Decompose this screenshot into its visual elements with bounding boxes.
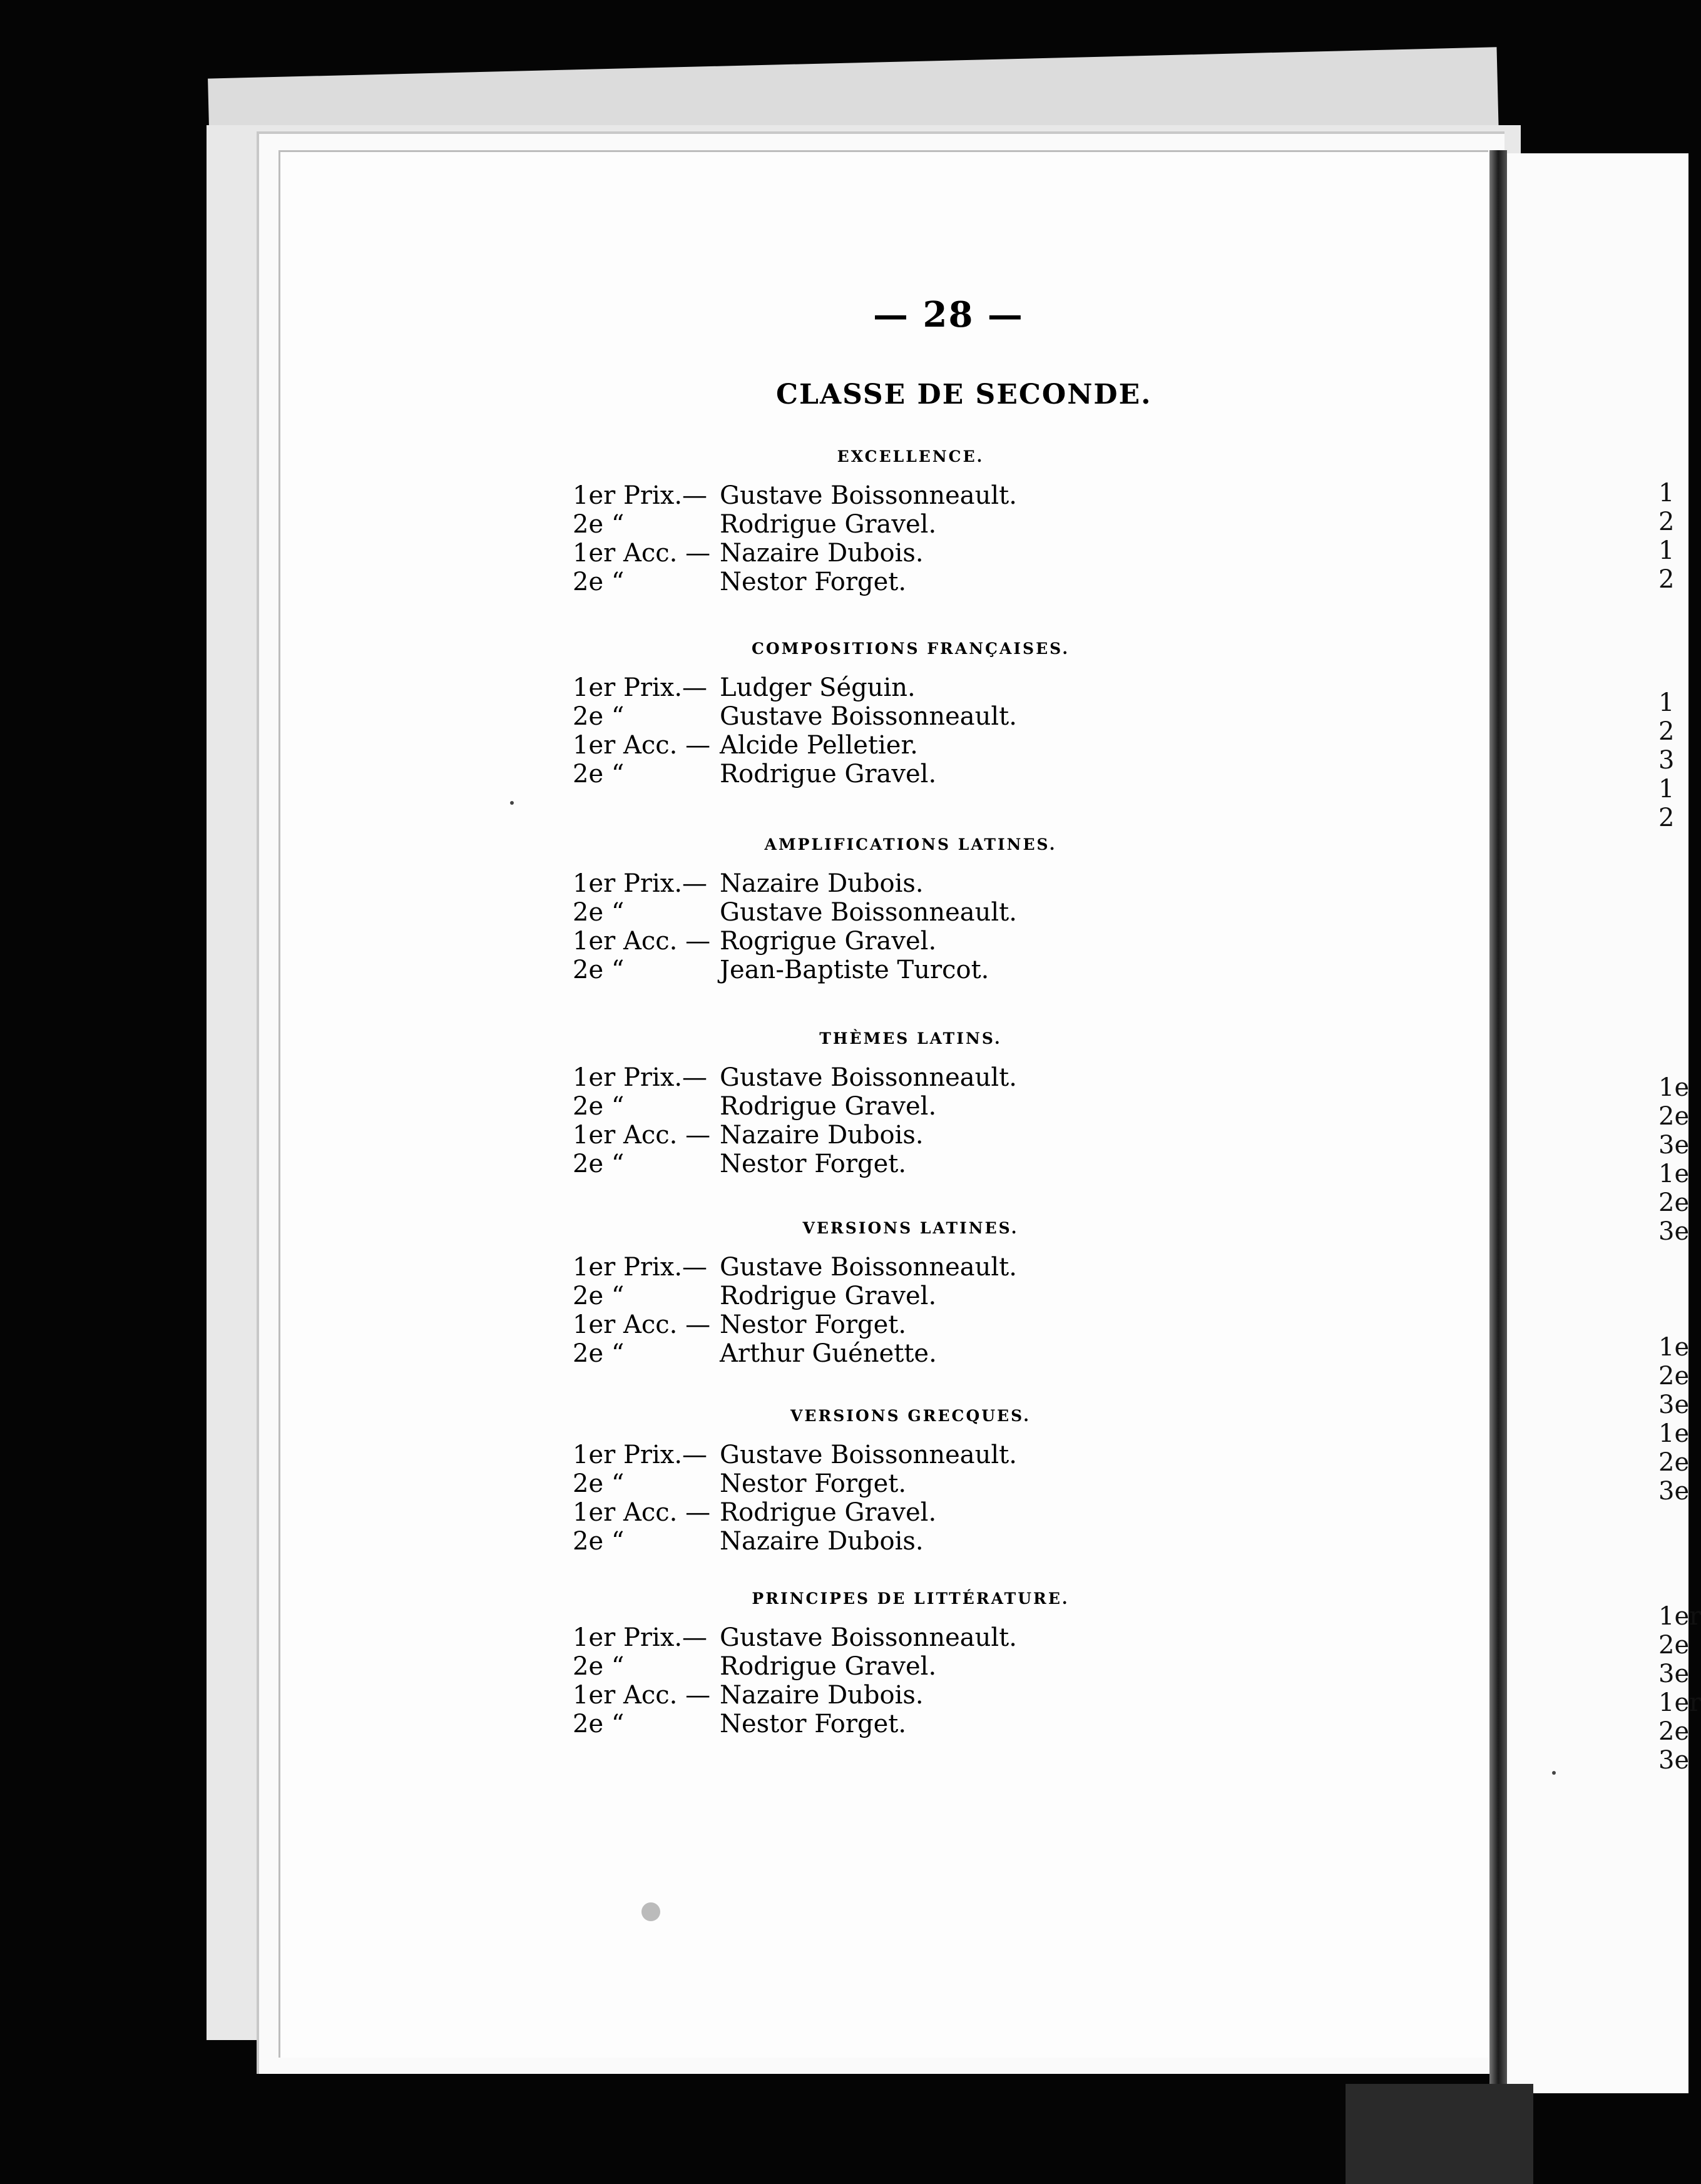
prize-entry <box>573 1623 1198 1652</box>
right-page-fragment: 3e <box>1658 1746 1690 1775</box>
prize-rank: 1er Acc. — <box>573 539 711 568</box>
right-page-fragment: 2e <box>1658 1362 1690 1391</box>
section-heading: AMPLIFICATIONS LATINES. <box>764 835 1057 854</box>
prize-entry <box>573 539 1198 568</box>
right-page-fragment: 1e <box>1658 1333 1690 1362</box>
prize-name: Nestor Forget. <box>720 1710 907 1738</box>
prize-name: Gustave Boissonneault. <box>720 1063 1017 1092</box>
section-themes-latins <box>573 1029 1198 1178</box>
prize-entry <box>573 1652 1198 1681</box>
scan-speck <box>510 801 514 805</box>
prize-rank: 2e “ <box>573 898 625 927</box>
prize-entry <box>573 1092 1198 1121</box>
prize-name: Nazaire Dubois. <box>720 1527 924 1556</box>
prize-entry <box>573 1498 1198 1527</box>
section-heading: EXCELLENCE. <box>837 447 984 466</box>
prize-entry <box>573 1121 1198 1150</box>
prize-entry <box>573 1063 1198 1092</box>
prize-rank: 1er Prix.— <box>573 1441 708 1469</box>
prize-rank: 2e “ <box>573 1092 625 1121</box>
right-page-fragment: 2e <box>1658 1102 1690 1131</box>
prize-entry <box>573 1441 1198 1469</box>
prize-entry <box>573 702 1198 731</box>
prize-name: Nestor Forget. <box>720 568 907 596</box>
right-page-fragment-group <box>1658 1073 1690 1246</box>
prize-entry <box>573 1469 1198 1498</box>
prize-name: Rodrigue Gravel. <box>720 1652 937 1681</box>
right-page-fragment-group <box>1658 688 1683 832</box>
prize-entry <box>573 760 1198 788</box>
prize-name: Gustave Boissonneault. <box>720 898 1017 927</box>
scan-speck <box>641 1902 660 1921</box>
right-page-fragment: 3e <box>1658 1131 1690 1160</box>
right-page-fragment: 2e <box>1658 1631 1690 1660</box>
prize-name: Nestor Forget. <box>720 1150 907 1178</box>
prize-rank: 1er Acc. — <box>573 1681 711 1710</box>
section-compositions-francaises <box>573 640 1198 788</box>
scan-speck <box>1552 1771 1556 1775</box>
right-page-fragment: 3e <box>1658 1217 1690 1246</box>
prize-name: Gustave Boissonneault. <box>720 702 1017 731</box>
prize-rank: 1er Acc. — <box>573 1310 711 1339</box>
right-page-fragment-group <box>1658 1333 1690 1506</box>
prize-name: Gustave Boissonneault. <box>720 1441 1017 1469</box>
right-page-fragment: 2e <box>1658 1448 1690 1477</box>
prize-entry <box>573 568 1198 596</box>
prize-entry <box>573 956 1198 984</box>
prize-rank: 1er Acc. — <box>573 1121 711 1150</box>
right-page-fragment: 1e <box>1658 1073 1690 1102</box>
prize-entry <box>573 481 1198 510</box>
prize-entry <box>573 1710 1198 1738</box>
prize-name: Nestor Forget. <box>720 1469 907 1498</box>
prize-rank: 1er Prix.— <box>573 1623 708 1652</box>
section-versions-latines <box>573 1219 1198 1368</box>
prize-rank: 1er Prix.— <box>573 1063 708 1092</box>
prize-name: Rodrigue Gravel. <box>720 1092 937 1121</box>
section-amplifications-latines <box>573 835 1198 984</box>
prize-entry <box>573 510 1198 539</box>
section-heading: VERSIONS GRECQUES. <box>790 1407 1031 1425</box>
prize-entry <box>573 1681 1198 1710</box>
right-page-fragment: 3e <box>1658 1391 1690 1419</box>
prize-entry <box>573 1527 1198 1556</box>
right-page-fragment: 1e <box>1658 1160 1690 1188</box>
prize-name: Rodrigue Gravel. <box>720 510 937 539</box>
prize-rank: 1er Acc. — <box>573 731 711 760</box>
prize-rank: 2e “ <box>573 1339 625 1368</box>
right-page-fragment: 1er <box>1658 1688 1701 1717</box>
prize-rank: 1er Prix.— <box>573 1253 708 1282</box>
prize-rank: 2e “ <box>573 1710 625 1738</box>
section-excellence <box>573 447 1198 596</box>
right-page-fragment: 3e <box>1658 1660 1690 1688</box>
prize-rank: 1er Prix.— <box>573 673 708 702</box>
prize-name: Nestor Forget. <box>720 1310 907 1339</box>
prize-name: Nazaire Dubois. <box>720 1121 924 1150</box>
prize-rank: 2e “ <box>573 956 625 984</box>
prize-rank: 1er Acc. — <box>573 927 711 956</box>
right-page-fragment: 1 <box>1658 775 1675 804</box>
prize-name: Rodrigue Gravel. <box>720 760 937 788</box>
section-principes-de-litterature <box>573 1590 1198 1738</box>
prize-entry <box>573 1310 1198 1339</box>
prize-rank: 2e “ <box>573 1652 625 1681</box>
prize-name: Rogrigue Gravel. <box>720 927 937 956</box>
prize-name: Rodrigue Gravel. <box>720 1498 937 1527</box>
right-page-fragment: 1 <box>1658 479 1675 508</box>
prize-entry <box>573 1282 1198 1310</box>
prize-rank: 2e “ <box>573 1150 625 1178</box>
right-page-fragment: 2 <box>1658 508 1675 536</box>
prize-name: Jean-Baptiste Turcot. <box>720 956 989 984</box>
prize-entry <box>573 673 1198 702</box>
bottom-shadow <box>1346 2084 1533 2184</box>
prize-name: Gustave Boissonneault. <box>720 481 1017 510</box>
page-number: — 28 — <box>873 294 1024 335</box>
prize-name: Alcide Pelletier. <box>720 731 918 760</box>
prize-name: Rodrigue Gravel. <box>720 1282 937 1310</box>
right-page-fragment: 3e <box>1658 1477 1690 1506</box>
right-page-fragment: 2 <box>1658 717 1675 746</box>
right-page-fragment: 1 <box>1658 688 1675 717</box>
prize-entry <box>573 898 1198 927</box>
right-page-fragment: 2e <box>1658 1188 1690 1217</box>
right-page-fragment-group <box>1658 479 1683 594</box>
book-spine <box>1489 150 1507 2109</box>
prize-rank: 1er Prix.— <box>573 869 708 898</box>
section-heading: COMPOSITIONS FRANÇAISES. <box>751 640 1070 658</box>
prize-rank: 2e “ <box>573 1282 625 1310</box>
prize-rank: 1er Acc. — <box>573 1498 711 1527</box>
prize-rank: 2e “ <box>573 568 625 596</box>
prize-entry <box>573 1339 1198 1368</box>
prize-entry <box>573 927 1198 956</box>
prize-rank: 2e “ <box>573 510 625 539</box>
right-page-fragment: 3 <box>1658 746 1675 775</box>
right-page-fragment: 1er <box>1658 1602 1701 1631</box>
prize-entry <box>573 869 1198 898</box>
prize-entry <box>573 731 1198 760</box>
right-page-fragment-group <box>1658 1602 1701 1775</box>
right-page-fragment: 2e <box>1658 1717 1690 1746</box>
section-heading: VERSIONS LATINES. <box>802 1219 1019 1237</box>
section-heading: PRINCIPES DE LITTÉRATURE. <box>752 1590 1070 1608</box>
section-versions-grecques <box>573 1407 1198 1556</box>
prize-rank: 1er Prix.— <box>573 481 708 510</box>
prize-rank: 2e “ <box>573 1527 625 1556</box>
right-page-fragment: 2 <box>1658 565 1675 594</box>
class-title: CLASSE DE SECONDE. <box>776 379 1152 411</box>
prize-rank: 2e “ <box>573 702 625 731</box>
prize-rank: 2e “ <box>573 760 625 788</box>
right-page-fragment: 1e <box>1658 1419 1690 1448</box>
prize-name: Nazaire Dubois. <box>720 869 924 898</box>
prize-name: Nazaire Dubois. <box>720 1681 924 1710</box>
right-page-fragment: 2 <box>1658 804 1675 832</box>
prize-name: Gustave Boissonneault. <box>720 1253 1017 1282</box>
prize-name: Nazaire Dubois. <box>720 539 924 568</box>
prize-entry <box>573 1253 1198 1282</box>
right-page-fragment: 1 <box>1658 536 1675 565</box>
prize-name: Gustave Boissonneault. <box>720 1623 1017 1652</box>
prize-name: Arthur Guénette. <box>720 1339 937 1368</box>
section-heading: THÈMES LATINS. <box>819 1029 1002 1048</box>
prize-entry <box>573 1150 1198 1178</box>
prize-rank: 2e “ <box>573 1469 625 1498</box>
prize-name: Ludger Séguin. <box>720 673 916 702</box>
